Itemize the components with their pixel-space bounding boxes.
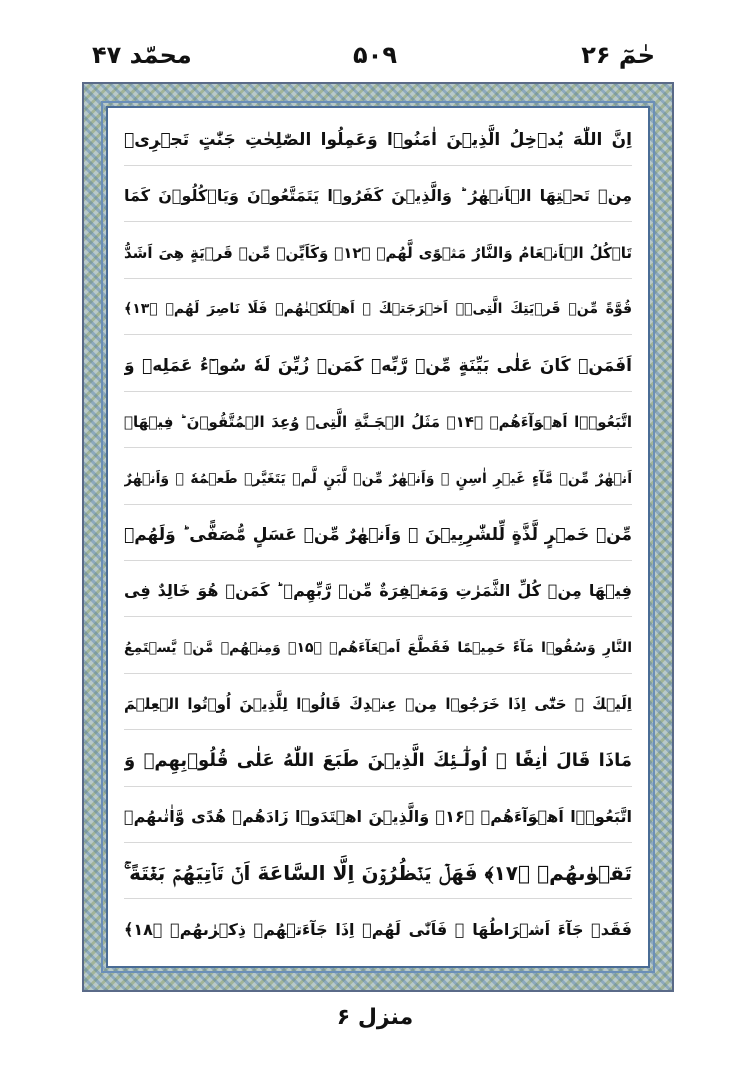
manzil-footer: منزل ۶	[336, 1005, 414, 1030]
verse-line-6: اتَّبَعُوۡۤا اَهۡوَآءَهُمۡ ﴿۱۴﴾ مَثَلُ الۡجَـنَّةِ الَّتِىۡ وُعِدَ الۡمُتَّقُوۡنَ ؕ فِيۡهَاۤ	[124, 396, 632, 448]
verse-line-13: اتَّبَعُوۡۤا اَهۡوَآءَهُمۡ ﴿۱۶﴾ وَالَّذِيۡنَ اهۡتَدَوۡا زَادَهُمۡ هُدًى وَّاٰتٰٮهُمۡ	[124, 791, 632, 843]
verse-line-14: تَقۡوٰٮهُمۡ ﴿۱۷﴾ فَهَلۡ يَنۡظُرُوۡنَ اِلَّا السَّاعَةَ اَنۡ تَاۡتِيَهُمۡ بَغۡتَةً ۚ	[124, 847, 632, 899]
verse-line-15: فَقَدۡ جَآءَ اَشۡرَاطُهَا ۚ فَاَنّٰى لَهُمۡ اِذَا جَآءَتۡهُمۡ ذِكۡرٰٮهُمۡ ﴿۱۸﴾	[124, 919, 632, 939]
page-header	[0, 0, 750, 80]
verse-line-11: اِلَيۡكَ ۚ حَتّٰٓى اِذَا خَرَجُوۡا مِنۡ عِنۡدِكَ قَالُوۡا لِلَّذِيۡنَ اُوۡتُوا الۡعِلۡمَ	[124, 678, 632, 730]
verse-text-area	[124, 114, 632, 956]
surah-label: محمّد ۴۷	[92, 41, 192, 69]
verse-line-1: اِنَّ اللّٰهَ يُدۡخِلُ الَّذِيۡنَ اٰمَنُوۡا وَعَمِلُوا الصّٰلِحٰتِ جَنّٰتٍ تَجۡرِىۡ	[124, 114, 632, 166]
text-panel	[106, 106, 650, 968]
verse-line-4: قُوَّةً مِّنۡ قَرۡيَتِكَ الَّتِىۡۤ اَخۡرَجَتۡكَ ۚ اَهۡلَكۡنٰهُمۡ فَلَا نَاصِرَ لَهُمۡ ﴿۱۳﴾	[124, 283, 632, 335]
verse-line-9: فِيۡهَا مِنۡ كُلِّ الثَّمَرٰتِ وَمَغۡفِرَةٌ مِّنۡ رَّبِّهِمۡ ؕ كَمَنۡ هُوَ خَالِدٌ فِى	[124, 565, 632, 617]
juz-label: حٰمٓ ۲۶	[581, 41, 655, 69]
verse-line-5: اَفَمَنۡ كَانَ عَلٰى بَيِّنَةٍ مِّنۡ رَّبِّهٖ كَمَنۡ زُيِّنَ لَهٗ سُوۡٓءُ عَمَلِهٖ وَ	[124, 340, 632, 392]
verse-line-12: مَاذَا قَالَ اٰنِفًا ۗ اُولٰٓـئِكَ الَّذِيۡنَ طَبَعَ اللّٰهُ عَلٰى قُلُوۡبِهِمۡ وَ	[124, 735, 632, 787]
verse-line-10: النَّارِ وَسُقُوۡا مَآءً حَمِيۡمًا فَقَطَّعَ اَمۡعَآءَهُمۡ ﴿۱۵﴾ وَمِنۡهُمۡ مَّنۡ يَّسۡتَمِعُ	[124, 622, 632, 674]
verse-line-8: مِّنۡ خَمۡرٍ لَّذَّةٍ لِّلشّٰرِبِيۡنَ ۚ وَاَنۡهٰرٌ مِّنۡ عَسَلٍ مُّصَفًّى ؕ وَلَهُمۡ	[124, 509, 632, 561]
page-number: ۵۰۹	[353, 41, 397, 69]
verse-line-7: اَنۡهٰرٌ مِّنۡ مَّآءٍ غَيۡرِ اٰسِنٍ ۚ وَاَنۡهٰرٌ مِّنۡ لَّبَنٍ لَّمۡ يَتَغَيَّرۡ طَعۡمُهٗ ۚ وَاَنۡهٰرٌ	[124, 453, 632, 505]
verse-line-2: مِنۡ تَحۡتِهَا الۡاَنۡهٰرُ ؕ وَالَّذِيۡنَ كَفَرُوۡا يَتَمَتَّعُوۡنَ وَيَاۡكُلُوۡنَ كَمَا	[124, 170, 632, 222]
verse-line-3: تَاۡكُلُ الۡاَنۡعَامُ وَالنَّارُ مَثۡوًى لَّهُمۡ ﴿۱۲﴾ وَكَاَيِّنۡ مِّنۡ قَرۡيَةٍ هِىَ اَشَدُّ	[124, 227, 632, 279]
decorative-border-frame	[82, 82, 674, 992]
